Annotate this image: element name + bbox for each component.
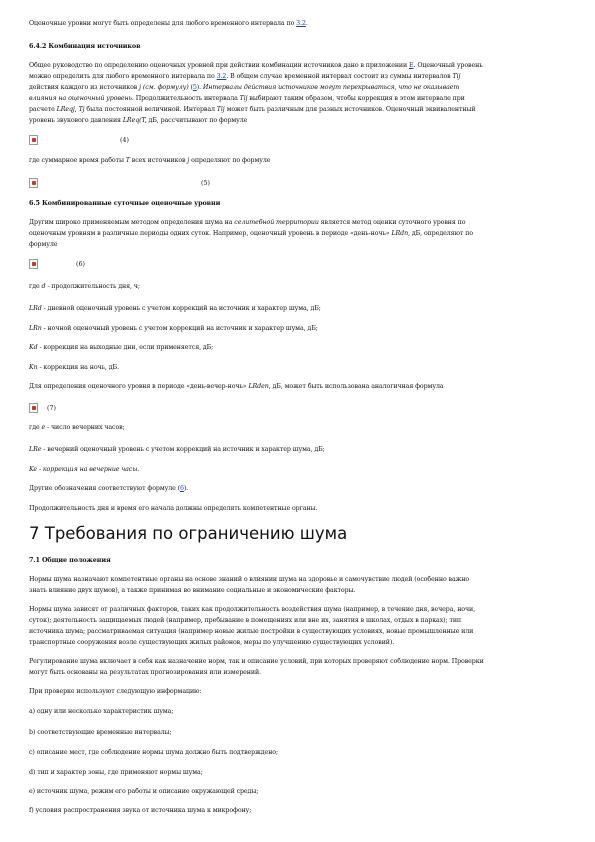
text-span: определяют по формуле [189, 157, 271, 164]
text-span: - ночной оценочный уровень с учетом коррекций на источник и характер шума, дБ; [41, 325, 318, 332]
text-span: оценочным уровням в различные периоды одних суток. Например, оценочный уровень в периоде «день-ночь» [29, 230, 392, 237]
text-line [29, 362, 119, 373]
text-span: d) тип и характер зоны, где применяют нормы шума; [29, 769, 203, 776]
text-line [29, 604, 475, 615]
text-line [29, 444, 325, 455]
subsection-heading [29, 198, 220, 209]
text-span: где [29, 424, 42, 431]
text-line [29, 239, 57, 250]
text-span: источника шума; рассматриваемая ситуация (например новые жилые постройки в существующих условиях, новые промышленные или [29, 628, 474, 635]
italic-span: LRd [29, 305, 42, 312]
text-line [29, 104, 475, 115]
reference-link[interactable]: Е [409, 62, 414, 69]
text-span: с) описание мест, где соблюдение нормы шума должно быть подтверждено; [29, 749, 278, 756]
text-span: суток); деятельность защищаемых людей (например, пребывание в помещениях или вне их, занятия в школах, отдых в парках); тип [29, 617, 462, 624]
text-span: - коррекция на ночь, дБ. [37, 364, 119, 371]
text-line [29, 303, 321, 314]
text-span: 7 Требования по ограничению шума [29, 524, 348, 543]
text-line [29, 637, 394, 648]
text-span: Продолжительность дня и время его начала должны определять компетентные органы. [29, 505, 318, 512]
text-line [29, 422, 125, 433]
equation-number: (6) [76, 261, 85, 268]
text-line [29, 626, 473, 637]
text-span: знать влияние двух шумов), а также принимая во внимание социальные и экономические факторы. [29, 587, 356, 594]
reference-link[interactable]: 3.2 [296, 20, 306, 27]
text-span: Для определения оценочного уровня в периоде «день-вечер-ночь» [29, 383, 249, 390]
text-line [29, 656, 484, 667]
text-line [29, 585, 355, 596]
text-span: b) соответствующие временные интервалы; [29, 729, 172, 736]
text-line [29, 342, 213, 353]
italic-span: Tj [78, 106, 85, 113]
text-span: - дневной оценочный уровень с учетом коррекций на источник и характер шума, дБ; [41, 305, 321, 312]
text-line [29, 686, 201, 697]
text-span: ( [190, 84, 193, 91]
text-span: транспортные сооружения возле существующих жилых районов, меры по улучшению существующих условий). [29, 639, 395, 646]
text-span: дБ, рассчитывают по формуле [148, 117, 248, 124]
text-line [29, 18, 308, 29]
text-line [29, 228, 473, 239]
broken-image-icon [29, 259, 38, 269]
italic-span: e [41, 424, 46, 431]
reference-link[interactable]: 5 [192, 84, 197, 91]
text-line [29, 767, 203, 778]
text-line [29, 93, 465, 104]
text-span: - вечерний оценочный уровень с учетом коррекций на источник и характер шума, дБ; [41, 446, 325, 453]
italic-span: T [125, 157, 130, 164]
subsection-heading [29, 555, 111, 566]
italic-span: Kn [29, 364, 38, 371]
text-line [29, 381, 444, 392]
text-span: Другим широко применяемым методом определения шума на [29, 219, 235, 226]
italic-span: влияния на оценочный уровень [29, 95, 132, 102]
italic-span: Ke [29, 466, 38, 473]
text-span: Общее руководство по определению оценочных уровней при действии комбинации источников дано в приложении [29, 62, 410, 69]
italic-span: Tij [216, 106, 225, 113]
italic-span: LReqj [56, 106, 75, 113]
italic-span: LReq(T, [122, 117, 149, 124]
text-line [29, 115, 247, 126]
text-span: где суммарное время работы [29, 157, 126, 164]
text-span: Нормы шума назначают компетентные органы на основе знаний о влиянии шума на здоровье и самочувствие людей (особенно важно [29, 576, 470, 583]
text-span: действия каждого из источников [29, 84, 140, 91]
italic-span: LRn [29, 325, 42, 332]
text-span: - продолжительность дня, ч; [45, 283, 140, 290]
text-span: , дБ, определяют по [408, 230, 473, 237]
text-span: может быть различным для разных источников. Оценочный эквивалентный [224, 106, 476, 113]
text-line [29, 706, 173, 717]
broken-image-icon [29, 403, 38, 413]
text-span: всех источников [129, 157, 188, 164]
text-span: Оценочные уровни могут быть определены для любого временного интервала по [29, 20, 297, 27]
text-line [29, 727, 172, 738]
text-span: ) [196, 84, 200, 91]
text-span: выбирают таким образом, чтобы коррекция в этом интервале при [247, 95, 465, 102]
italic-span: Kd [29, 344, 38, 351]
italic-span: j (см. формулу) [139, 84, 191, 91]
text-line [29, 805, 251, 816]
text-line [29, 574, 469, 585]
subsection-heading [29, 41, 140, 52]
text-line [29, 667, 261, 678]
broken-image-icon [29, 178, 38, 188]
text-span: могут быть основаны на результатах прогнозирования или измерений. [29, 669, 261, 676]
text-span: e) источник шума, режим его работы и описание окружающей среды; [29, 788, 259, 795]
text-line [29, 217, 465, 228]
italic-span: Tij [239, 95, 248, 102]
text-span: можно определить для любого временного интервала по [29, 73, 217, 80]
equation-number: (4) [120, 137, 129, 144]
equation-number: (5) [201, 180, 210, 187]
equation-number: (7) [47, 405, 56, 412]
text-span: а) одну или несколько характеристик шума; [29, 708, 174, 715]
text-span: . Оценочный уровень [413, 62, 483, 69]
text-span: формуле [29, 241, 58, 248]
text-span: , дБ, может быть использована аналогичная формула [268, 383, 444, 390]
italic-span: LRe [29, 446, 42, 453]
text-span: f) условия распространения звука от источника шума к микрофону; [29, 807, 252, 814]
text-line [29, 483, 188, 494]
text-line [29, 747, 278, 758]
text-span: является метод оценки суточного уровня по [318, 219, 466, 226]
italic-span: LRden [248, 383, 269, 390]
text-span: , [74, 106, 79, 113]
text-line [29, 464, 139, 475]
text-span: уровень звукового давления [29, 117, 123, 124]
text-line [29, 281, 140, 292]
italic-span: селитебной территории [234, 219, 319, 226]
text-span: где [29, 283, 42, 290]
italic-span: d [41, 283, 46, 290]
text-line [29, 71, 460, 82]
text-span: . [305, 20, 308, 27]
text-span: - коррекция на выходные дни, если применяется, дБ; [37, 344, 214, 351]
text-span: - число вечерних часов; [45, 424, 125, 431]
text-span: 6.5 Комбинированные суточные оценочные уровни [29, 199, 221, 207]
italic-span: Tij [452, 73, 461, 80]
reference-link[interactable]: 6 [180, 485, 184, 492]
text-line [29, 60, 483, 71]
section-heading [29, 524, 347, 544]
text-span: Регулирование шума включает в себя как назначение норм, так и описание условий, при которых проверяют соблюдение норм. Проверки [29, 658, 484, 665]
text-span: 6.4.2 Комбинация источников [29, 42, 141, 50]
text-line [29, 615, 461, 626]
reference-link[interactable]: 3.2 [216, 73, 227, 80]
text-line [29, 323, 318, 334]
text-span: Другие обозначения соответствуют формуле ( [29, 485, 181, 492]
italic-span: - коррекция на вечерние часы. [37, 466, 140, 473]
text-line [29, 786, 258, 797]
text-span: 7.1 Общие положения [29, 556, 111, 564]
text-line [29, 503, 317, 514]
text-span: . В общем случае временной интервал состоит из суммы интервалов [226, 73, 453, 80]
italic-span: j [187, 157, 190, 164]
text-span: расчете [29, 106, 57, 113]
text-span: была постоянной величиной. Интервал [84, 106, 217, 113]
text-span: При проверке используют следующую информацию: [29, 688, 202, 695]
text-line [29, 155, 270, 166]
italic-span: . Интервалы действия источников могут перекрываться, что не оказывает [199, 84, 460, 91]
broken-image-icon [29, 135, 38, 145]
italic-span: LRdn [391, 230, 409, 237]
text-span: Нормы шума зависят от различных факторов, таких как продолжительность воздействия шума (например, в течение дня, вечера, ночи, [29, 606, 476, 613]
text-span: ). [183, 485, 189, 492]
text-span: . Продолжительность интервала [131, 95, 240, 102]
text-line [29, 82, 459, 93]
